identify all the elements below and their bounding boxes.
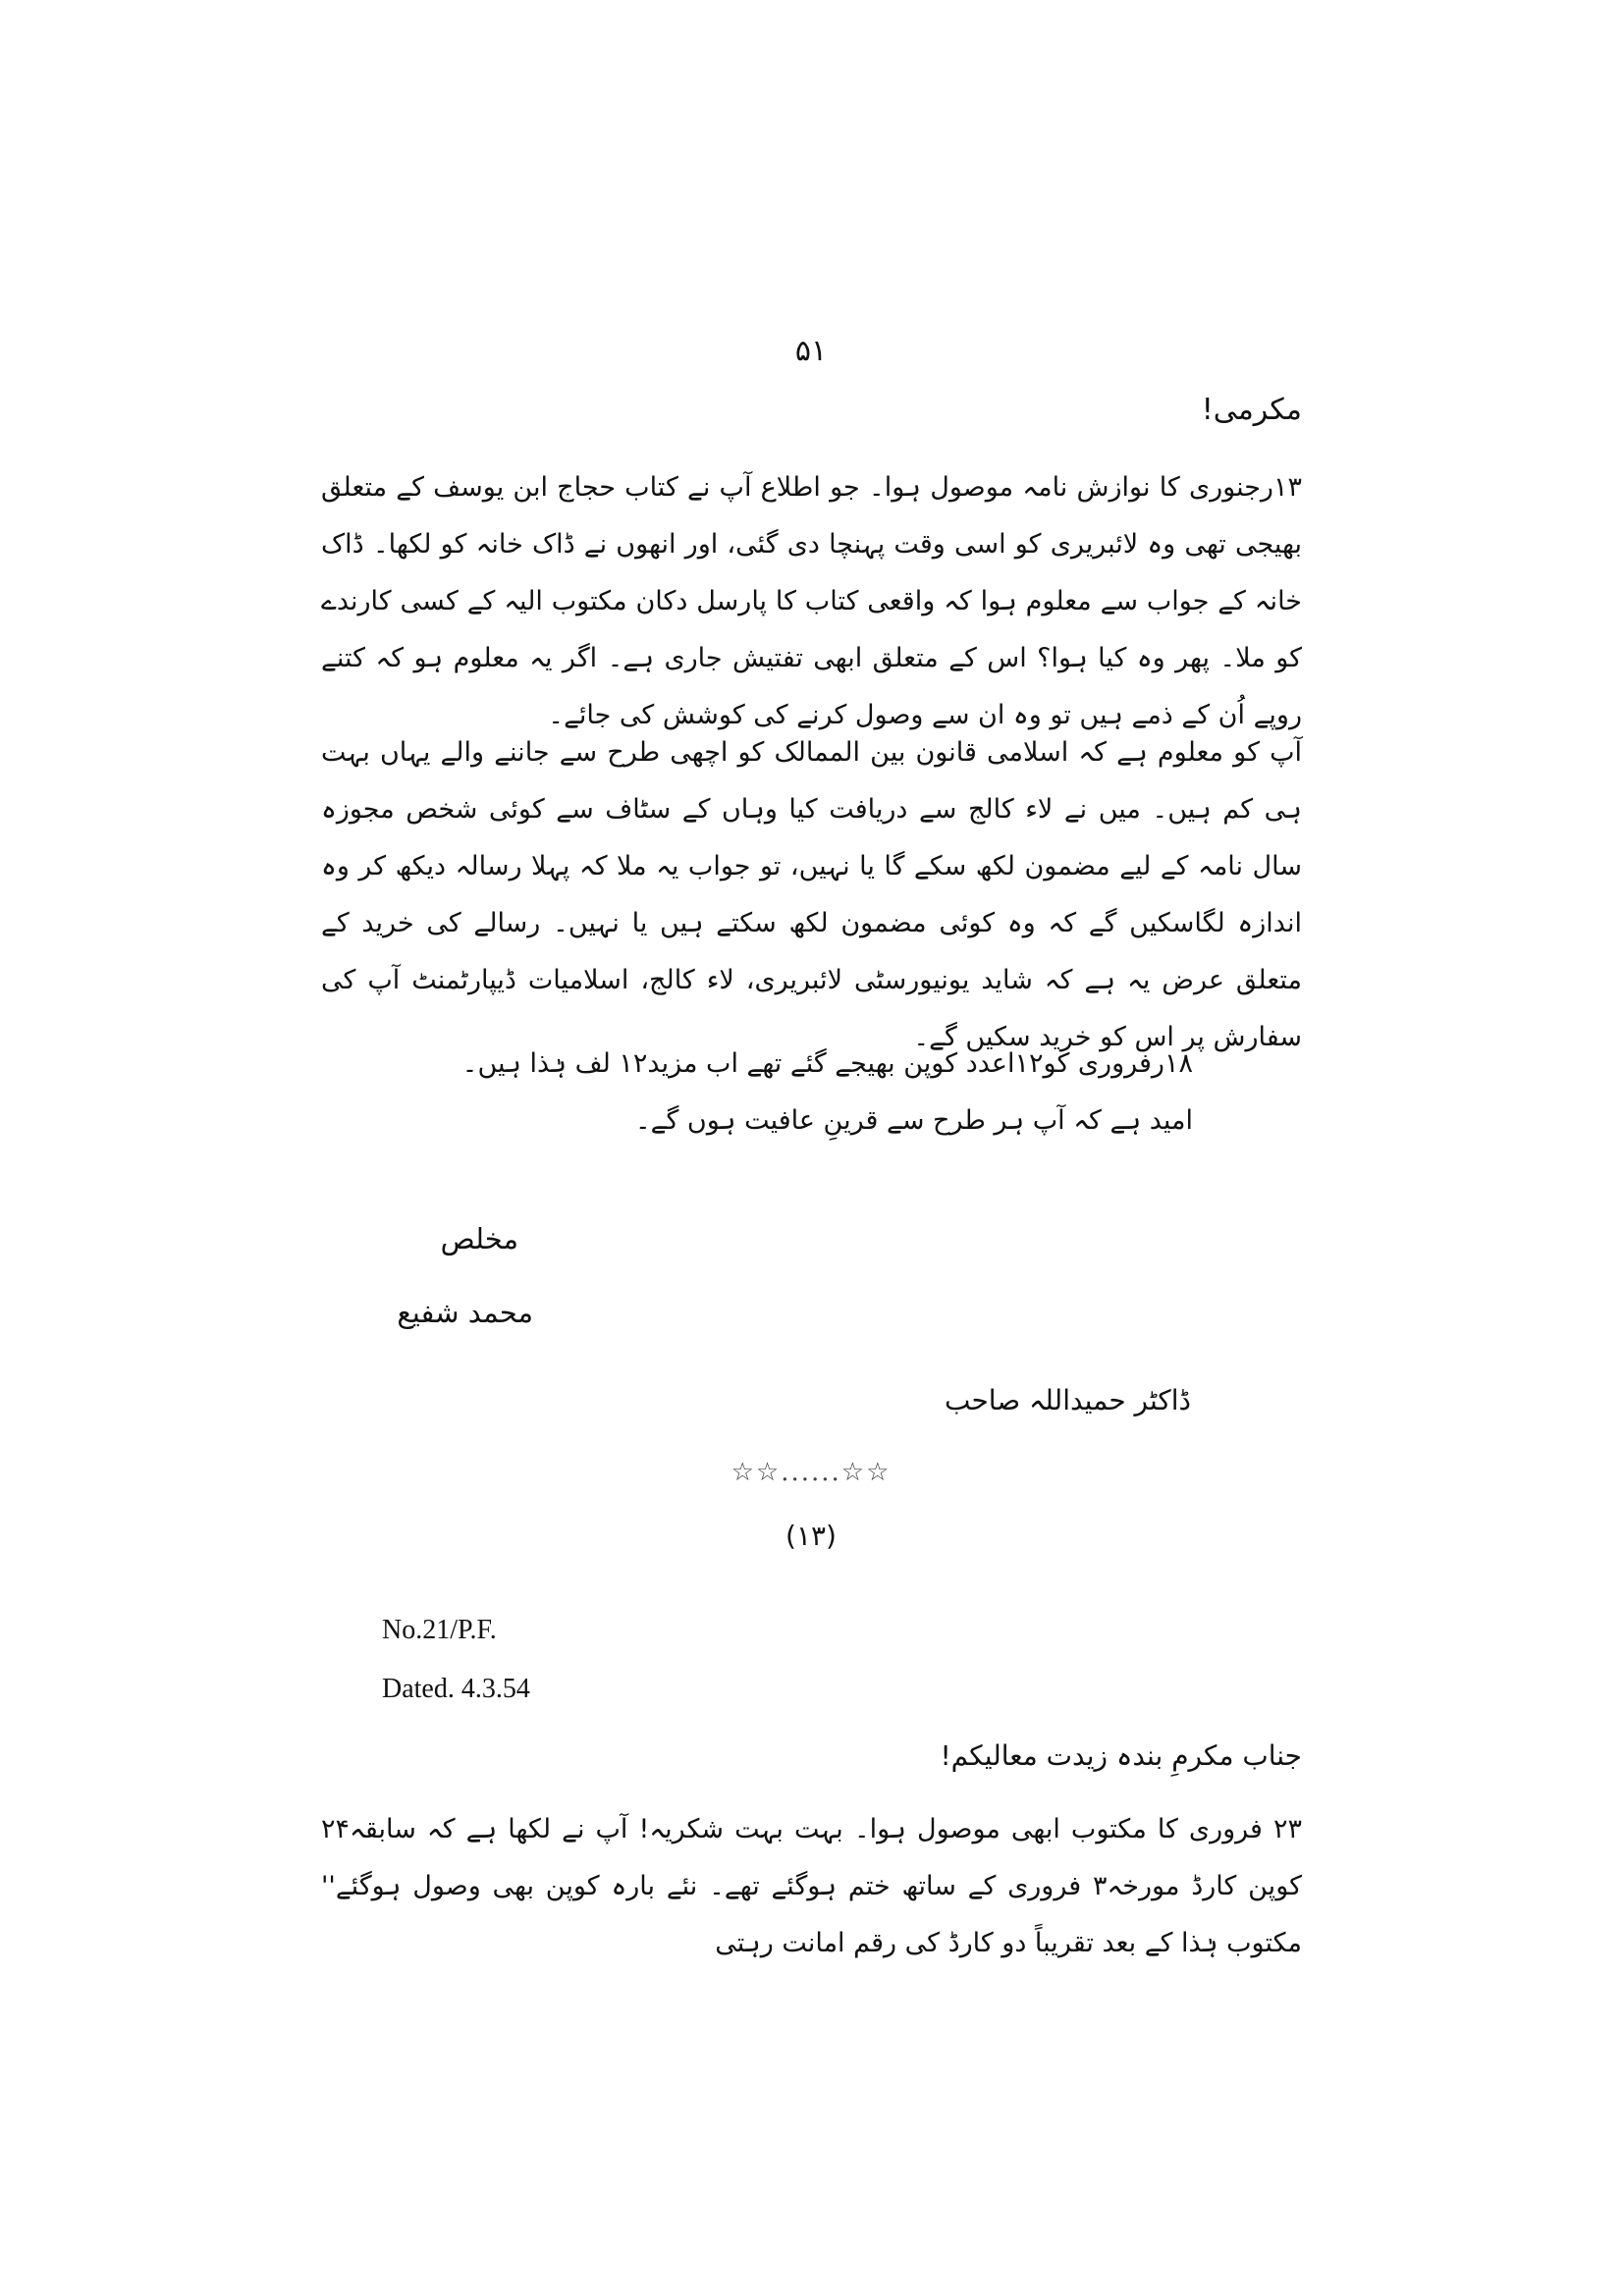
letter2-reference-number: No.21/P.F. <box>382 1615 497 1645</box>
letter1-salutation: مکرمی! <box>1201 393 1302 427</box>
letter2-number: (۱۳) <box>785 1520 837 1552</box>
page-number: ۵۱ <box>794 334 828 368</box>
section-separator: ☆☆......☆☆ <box>730 1458 892 1487</box>
letter1-signature: محمد شفیع <box>397 1296 533 1329</box>
letter2-salutation: جناب مکرمِ بندہ زیدت معالیکم! <box>940 1739 1302 1772</box>
letter1-paragraph-2: آپ کو معلوم ہے کہ اسلامی قانون بین الممالک کو اچھی طرح سے جاننے والے یہاں بہت ہی کم ہیں۔ میں نے لاء کالج سے دریافت کیا وہاں کے سٹاف سے کوئی شخص مجوزہ سال نامہ کے لیے مضمون لکھ سکے گا یا نہیں، تو جواب یہ ملا کہ پہلا رسالہ دیکھ کر وہ اندازہ لگاسکیں گے کہ وہ کوئی مضمون لکھ سکتے ہیں یا نہیں۔ رسالے کی خرید کے متعلق عرض یہ ہے کہ شاید یونیورسٹی لائبریری، لاء کالج، اسلامیات ڈیپارٹمنٹ آپ کی سفارش پر اس کو خرید سکیں گے۔ <box>321 737 1302 1052</box>
letter2-date: Dated. 4.3.54 <box>382 1674 530 1704</box>
letter2-paragraph-1: ۲۳ فروری کا مکتوب ابھی موصول ہوا۔ بہت بہت شکریہ! آپ نے لکھا ہے کہ سابقہ۲۴ کوپن کارڈ مورخہ۳ فروری کے ساتھ ختم ہوگئے تھے۔ نئے بارہ کوپن بھی وصول ہوگئے'' مکتوب ہٰذا کے بعد تقریباً دو کارڈ کی رقم امانت رہتی <box>321 1814 1302 1958</box>
letter1-wish-line: امید ہے کہ آپ ہر طرح سے قرینِ عافیت ہوں گے۔ <box>634 1105 1193 1136</box>
letter1-paragraph-1: ۱۳رجنوری کا نوازش نامہ موصول ہوا۔ جو اطلاع آپ نے کتاب حجاج ابن یوسف کے متعلق بھیجی تھی وہ لائبریری کو اسی وقت پہنچا دی گئی، اور انھوں نے ڈاک خانہ کو لکھا۔ ڈاک خانہ کے جواب سے معلوم ہوا کہ واقعی کتاب کا پارسل دکان مکتوب الیہ کے کسی کارندے کو ملا۔ پھر وہ کیا ہوا؟ اس کے متعلق ابھی تفتیش جاری ہے۔ اگر یہ معلوم ہو کہ کتنے روپے اُن کے ذمے ہیں تو وہ ان سے وصول کرنے کی کوشش کی جائے۔ <box>321 472 1302 730</box>
letter1-coupon-line: ۱۸رفروری کو۱۲اعدد کوپن بھیجے گئے تھے اب مزید۱۲ لف ہٰذا ہیں۔ <box>461 1048 1193 1079</box>
letter1-addressee: ڈاکٹر حمیداللہ صاحب <box>944 1384 1191 1416</box>
letter1-closing: مخلص <box>440 1222 518 1255</box>
